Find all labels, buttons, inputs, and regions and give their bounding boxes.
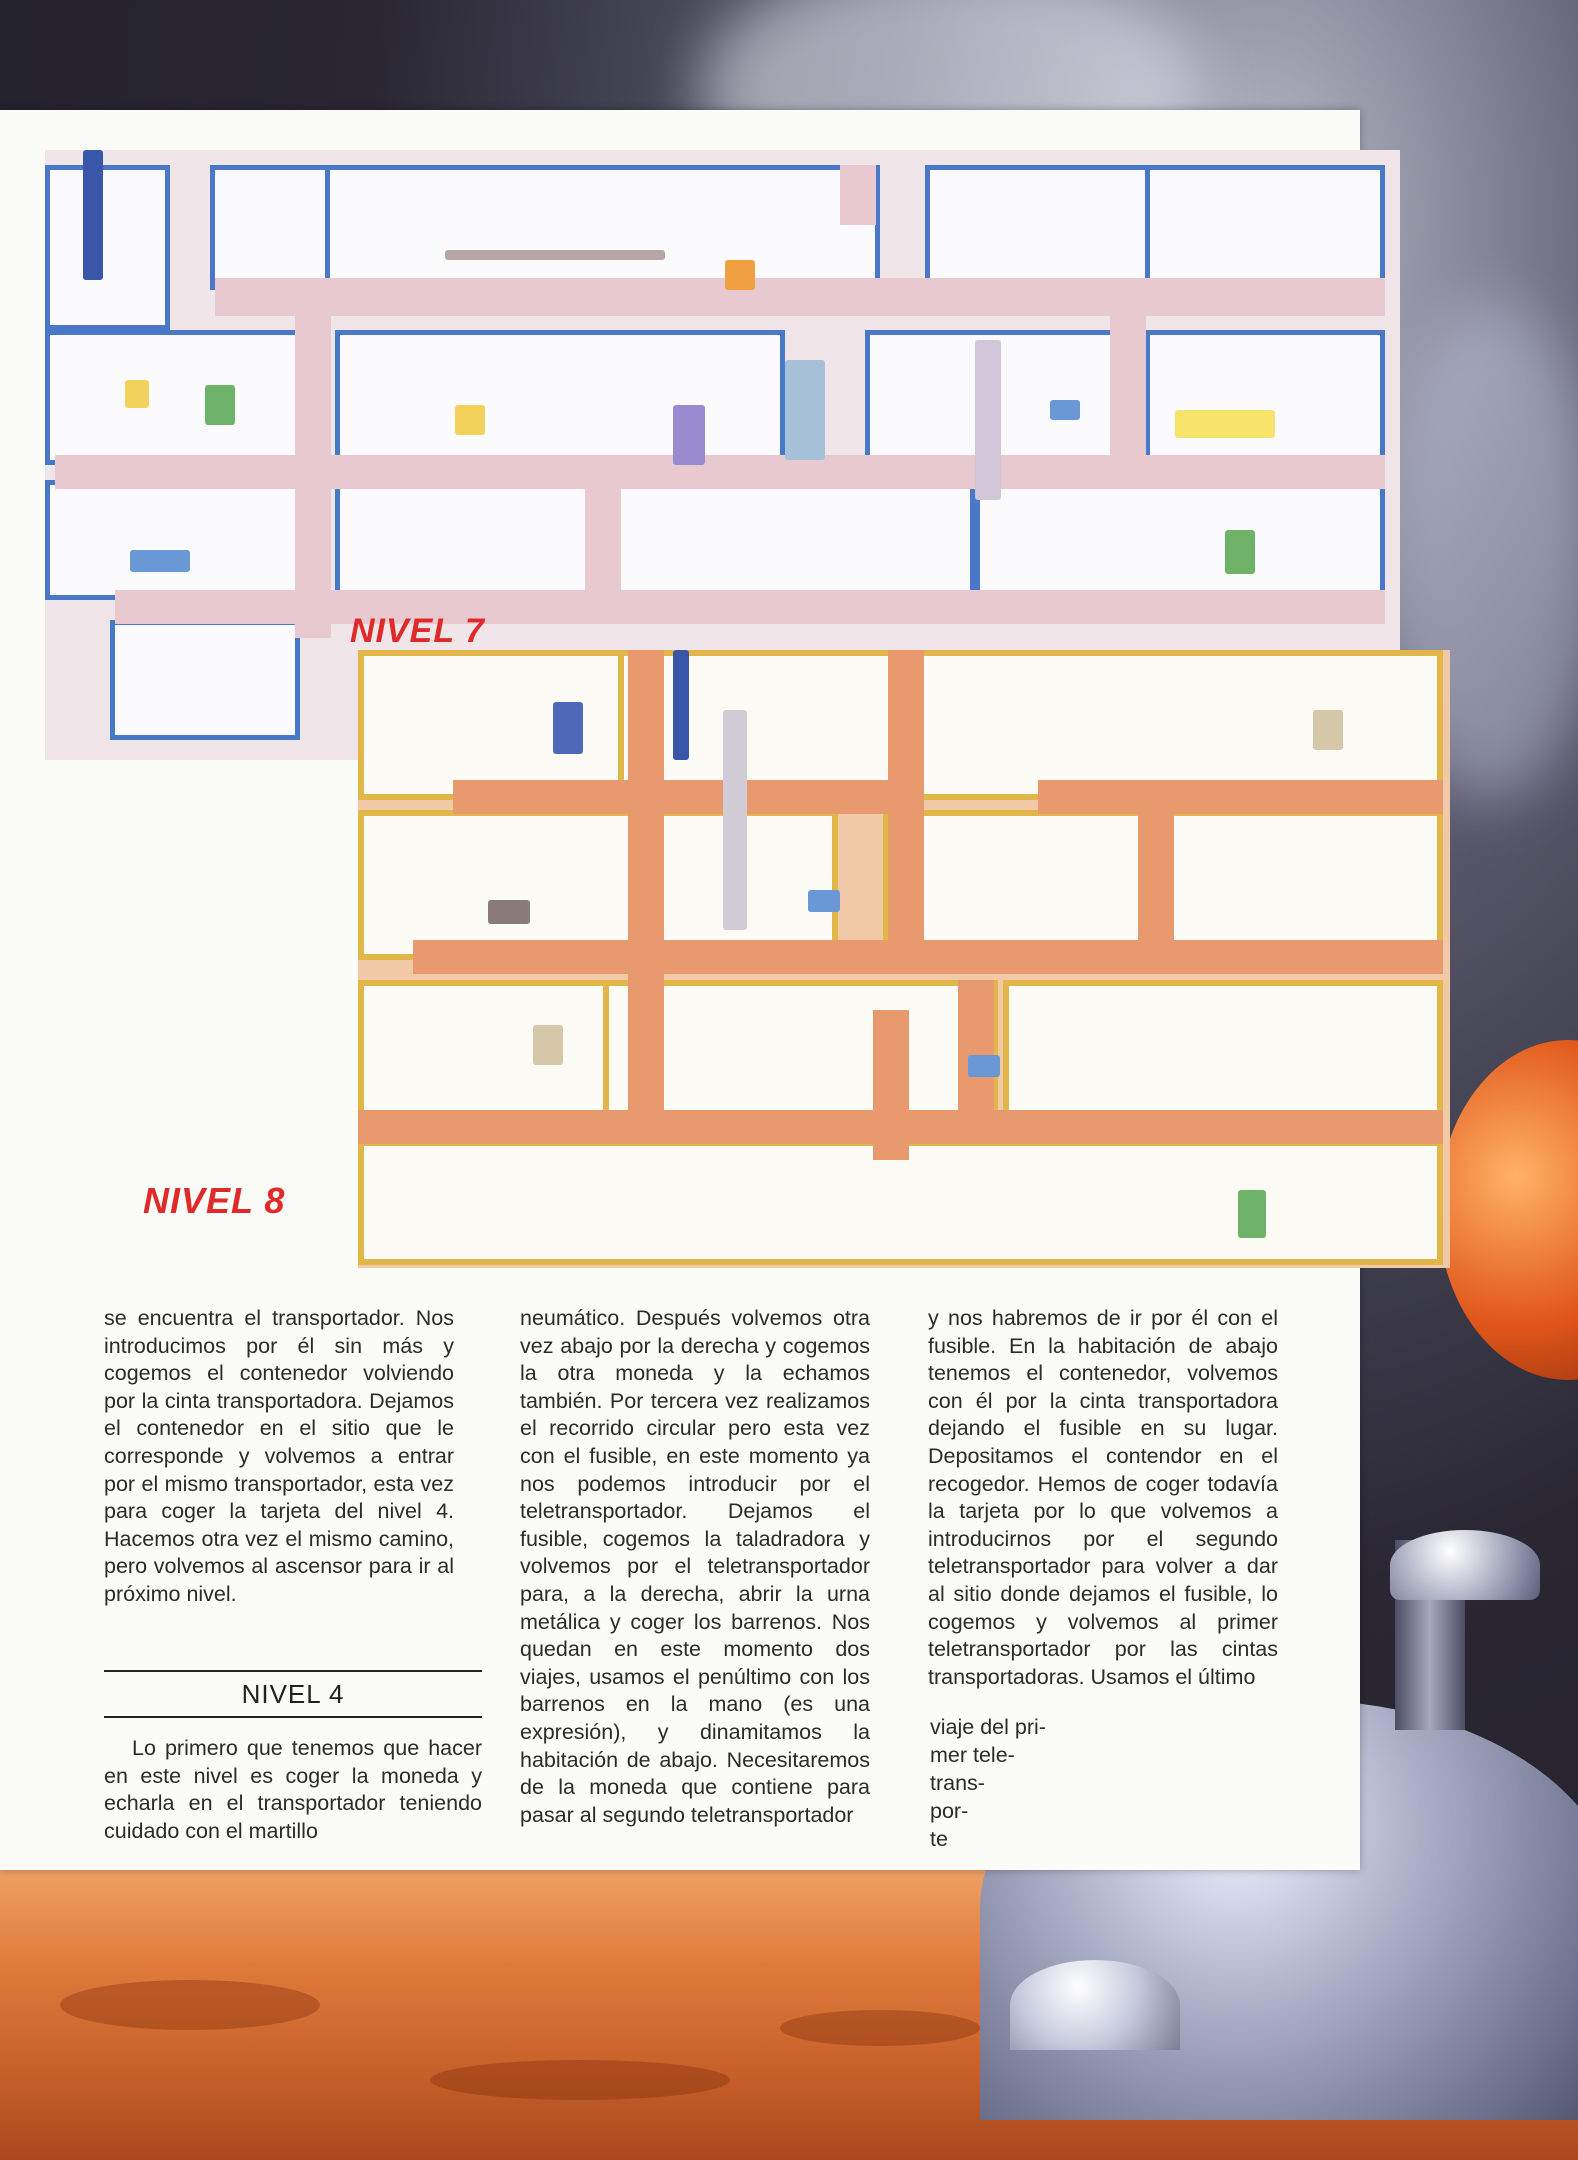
map7-room — [45, 330, 305, 465]
level-8-map — [358, 650, 1450, 1268]
small-dome-illustration — [1010, 1960, 1180, 2050]
map7-item — [455, 405, 485, 435]
map8-elevator-shaft — [673, 650, 689, 760]
map7-robot — [1225, 530, 1255, 574]
map7-room — [975, 480, 1385, 600]
map8-conveyor — [723, 710, 747, 930]
map8-room — [358, 980, 628, 1130]
map8-corridor — [873, 1010, 909, 1160]
map8-room — [358, 650, 638, 800]
map7-corridor — [55, 455, 1385, 489]
map7-room — [325, 165, 880, 290]
map7-corridor — [295, 278, 331, 638]
tower-top-illustration — [1390, 1530, 1540, 1600]
map8-computer — [808, 890, 840, 912]
map7-corridor — [840, 165, 876, 225]
map8-corridor — [888, 650, 924, 970]
map8-item — [1313, 710, 1343, 750]
map8-item — [488, 900, 530, 924]
map8-item — [533, 1025, 563, 1065]
map7-room — [335, 480, 975, 600]
map7-corridor — [585, 480, 621, 590]
map7-corridor — [1110, 315, 1146, 465]
article-tail-line: por- — [930, 1799, 969, 1823]
map7-robot — [205, 385, 235, 425]
article-column-1-section — [104, 1735, 482, 1845]
red-planet-illustration — [1438, 1040, 1578, 1380]
level-8-label: NIVEL 8 — [143, 1180, 286, 1221]
article-paragraph: neumático. Después volvemos otra vez abajo por la derecha y cogemos la otra moneda y la echamos también. Por tercera vez realizamos el recorrido circular pero esta vez con el fusible, en este momento ya nos podemos introducir por el teletransportador. Dejamos el fusible, cogemos la taladradora y volvemos por el teletransportador para, a la derecha, abrir la urna metálica y coger los barrenos. Nos quedan en este momento dos viajes, usamos el penúltimo con los barrenos en la mano (es una expresión), y dinamitamos la habitación de abajo. Necesitaremos de la moneda que contiene para pasar al segundo teletransportador — [520, 1306, 870, 1827]
map7-conveyor — [975, 340, 1001, 500]
map8-robot — [1238, 1190, 1266, 1238]
map7-elevator-shaft — [83, 150, 103, 280]
map7-elevator — [673, 405, 705, 465]
article-column-2 — [520, 1305, 870, 1829]
map7-computer — [1050, 400, 1080, 420]
map7-room — [1145, 165, 1385, 290]
map8-corridor — [453, 780, 923, 814]
article-paragraph: se encuentra el transportador. Nos introducimos por él sin más y cogemos el contenedor volviendo por la cinta transportadora. Dejamos el contenedor en el sitio que le corresponde y volvemos a entrar por el mismo transportador, esta vez para coger la tarjeta del nivel 4. Hacemos otra vez el mismo camino, pero volvemos al ascensor para ir al próximo nivel. — [104, 1306, 454, 1606]
article-paragraph: y nos habremos de ir por él con el fusible. En la habitación de abajo tenemos el contenedor, volvemos con él por la cinta transportadora dejando el fusible en su lugar. Depositamos el contendor en el recogedor. Hemos de coger todavía la tarjeta por lo que volvemos a introducirnos por el segundo teletransportador para volver a dar al sitio donde dejamos el fusible, lo cogemos y volvemos al primer teletransportador por las cintas transportadoras. Usamos el último — [928, 1306, 1278, 1689]
map7-items-group — [1175, 410, 1275, 438]
map7-room — [335, 330, 785, 465]
map7-room — [45, 480, 305, 600]
article-tail-line: viaje del pri- — [930, 1715, 1046, 1739]
section-heading: NIVEL 4 — [104, 1670, 482, 1718]
article-column-3 — [928, 1305, 1278, 1691]
map8-room — [1003, 980, 1443, 1130]
map7-corridor — [1085, 278, 1385, 316]
map7-computers — [130, 550, 190, 572]
map7-belt — [445, 250, 665, 260]
map7-room — [45, 165, 170, 330]
map8-computer — [968, 1055, 1000, 1077]
article-column-1 — [104, 1305, 454, 1609]
map7-room — [110, 620, 300, 740]
map8-corridor — [628, 650, 664, 1140]
map8-room — [358, 810, 838, 960]
map8-room — [913, 650, 1443, 800]
map7-corridor — [765, 278, 1085, 316]
map7-room — [1145, 330, 1385, 465]
article-tail-line: te — [930, 1827, 948, 1851]
article-paragraph: Lo primero que tenemos que hacer en este nivel es coger la moneda y echarla en el transportador teniendo cuidado con el martillo — [104, 1736, 482, 1843]
map8-corridor — [1038, 780, 1443, 814]
map8-corridor — [1138, 810, 1174, 940]
map7-item — [125, 380, 149, 408]
map8-elevator — [553, 702, 583, 754]
article-tail-line: trans- — [930, 1771, 985, 1795]
article-tail-line: mer tele- — [930, 1743, 1015, 1767]
level-7-label: NIVEL 7 — [350, 612, 485, 650]
map8-corridor — [413, 940, 1443, 974]
map7-item — [725, 260, 755, 290]
map7-teleporter — [785, 360, 825, 460]
